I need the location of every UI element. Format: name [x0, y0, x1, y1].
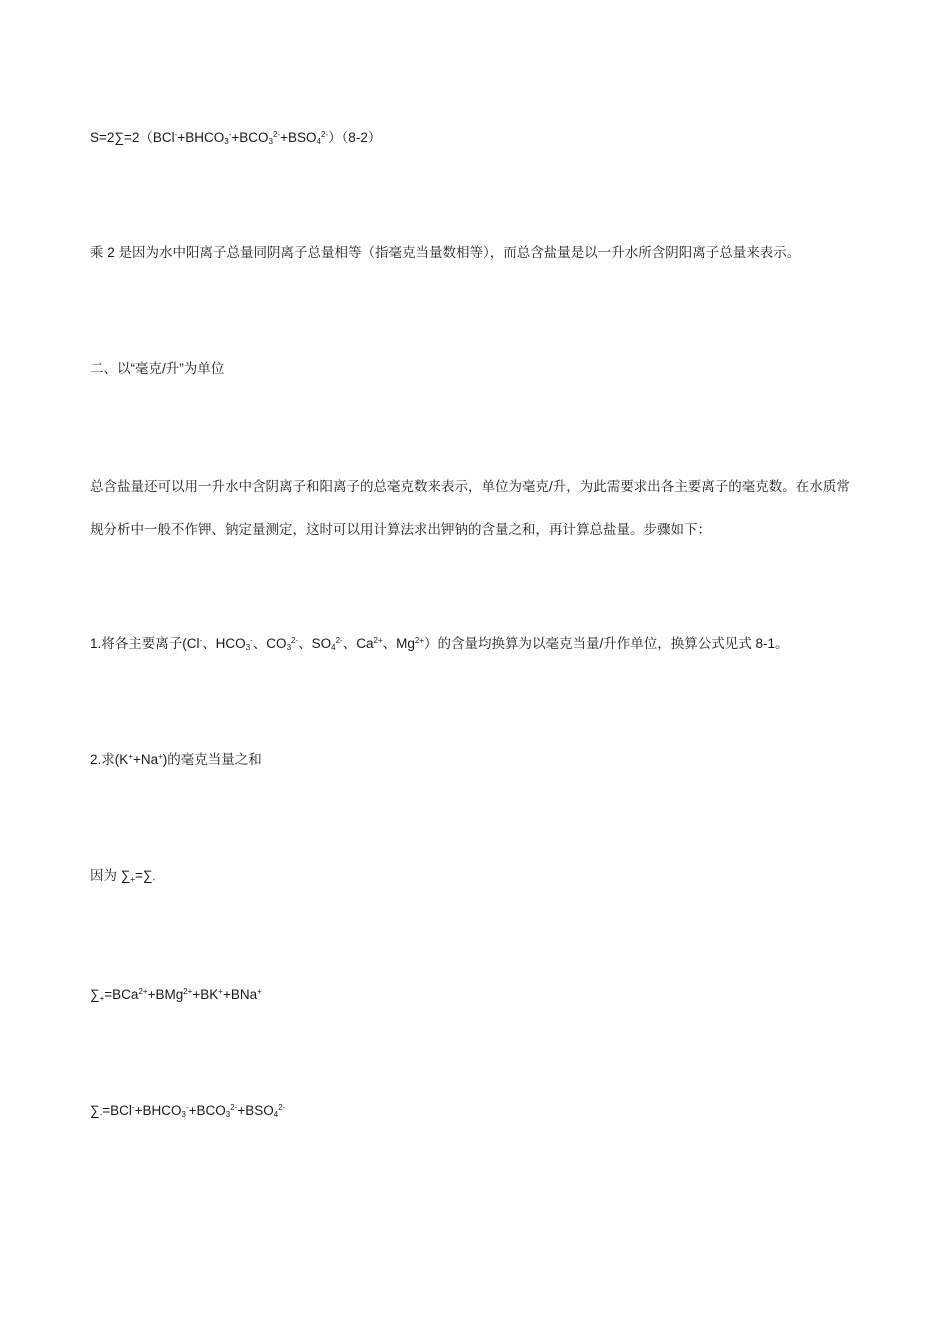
text: 、Mg	[382, 636, 415, 651]
subscript: +	[130, 875, 136, 884]
sum-anions-equation	[90, 1101, 285, 1121]
text: 、HCO	[202, 636, 246, 651]
charge: 2-	[278, 1103, 286, 1112]
text: 、SO	[298, 636, 332, 651]
subscript: -	[99, 1110, 103, 1119]
subscript: 4	[273, 1110, 279, 1119]
text: =BCl	[102, 1103, 132, 1118]
charge: 2-	[230, 1103, 238, 1112]
charge: -	[228, 130, 232, 139]
text: =∑	[135, 868, 153, 883]
subscript: 4	[331, 643, 336, 652]
text: +BNa	[222, 987, 258, 1002]
text: 2.求(K	[90, 752, 129, 767]
charge: +	[158, 752, 163, 761]
charge: -	[174, 130, 178, 139]
text: 1.将各主要离子(Cl	[90, 636, 200, 651]
sum-cations-equation	[90, 985, 262, 1005]
charge: -	[199, 636, 203, 645]
text: +Na	[132, 752, 159, 767]
text: +BCO	[188, 1103, 226, 1118]
subscript: -	[152, 875, 156, 884]
formula-8-2	[90, 128, 381, 148]
charge: 2-	[335, 636, 343, 645]
subscript: 3	[224, 137, 229, 146]
step-1	[90, 634, 789, 654]
paragraph-multiply-explanation: 乘 2 是因为水中阳离子总量同阴离子总量相等（指毫克当量数相等），而总含盐量是以一升水所含阴阳离子总量来表示。	[90, 245, 801, 260]
text: 、Ca	[342, 636, 374, 651]
subscript: 3	[286, 643, 292, 652]
charge: 2+	[373, 636, 383, 645]
charge: 2+	[183, 987, 193, 996]
paragraph-total-salt: 总含盐量还可以用一升水中含阴离子和阳离子的总毫克数来表示，单位为毫克/升，为此需要求出各主要离子的毫克数。在水质常规分析中一般不作钾、钠定量测定，这时可以用计算法求出钾钠的含量之和，再计算总盐量。步骤如下：	[90, 479, 850, 537]
charge: +	[128, 752, 133, 761]
charge: -	[131, 1103, 135, 1112]
text: )的毫克当量之和	[162, 752, 262, 767]
text: +BSO	[237, 1103, 274, 1118]
step-2	[90, 750, 262, 770]
charge: 2-	[320, 130, 329, 139]
subscript: 3	[268, 137, 273, 146]
text: +BHCO	[177, 130, 225, 145]
charge: 2-	[272, 130, 281, 139]
subscript: 3	[225, 1110, 231, 1119]
text: +BMg	[147, 987, 184, 1002]
charge: 2+	[414, 636, 425, 645]
charge: -	[250, 636, 253, 645]
subscript: 3	[181, 1110, 186, 1119]
charge: +	[257, 987, 262, 996]
text: +BSO	[280, 130, 317, 145]
text: ）的含量均换算为以毫克当量/升作单位，换算公式见式 8-1。	[424, 636, 789, 651]
text: +BHCO	[134, 1103, 182, 1118]
text: 因为 ∑	[90, 868, 131, 883]
text: +BK	[192, 987, 219, 1002]
charge: 2+	[138, 987, 148, 996]
text: +BCO	[231, 130, 269, 145]
because-equation	[90, 866, 155, 886]
text: ∑	[90, 987, 100, 1002]
text: S=2∑=2（BCl	[90, 130, 175, 145]
text: =BCa	[104, 987, 139, 1002]
subscript: 4	[316, 137, 321, 146]
section-heading: 二、以“毫克/升”为单位	[90, 361, 225, 376]
charge: +	[218, 987, 223, 996]
text: ）（8-2）	[328, 130, 382, 145]
text: 、CO	[252, 636, 287, 651]
charge: -	[185, 1103, 189, 1112]
text: ∑	[90, 1103, 100, 1118]
subscript: 3	[245, 643, 251, 652]
subscript: +	[99, 994, 105, 1003]
charge: 2-	[291, 636, 299, 645]
